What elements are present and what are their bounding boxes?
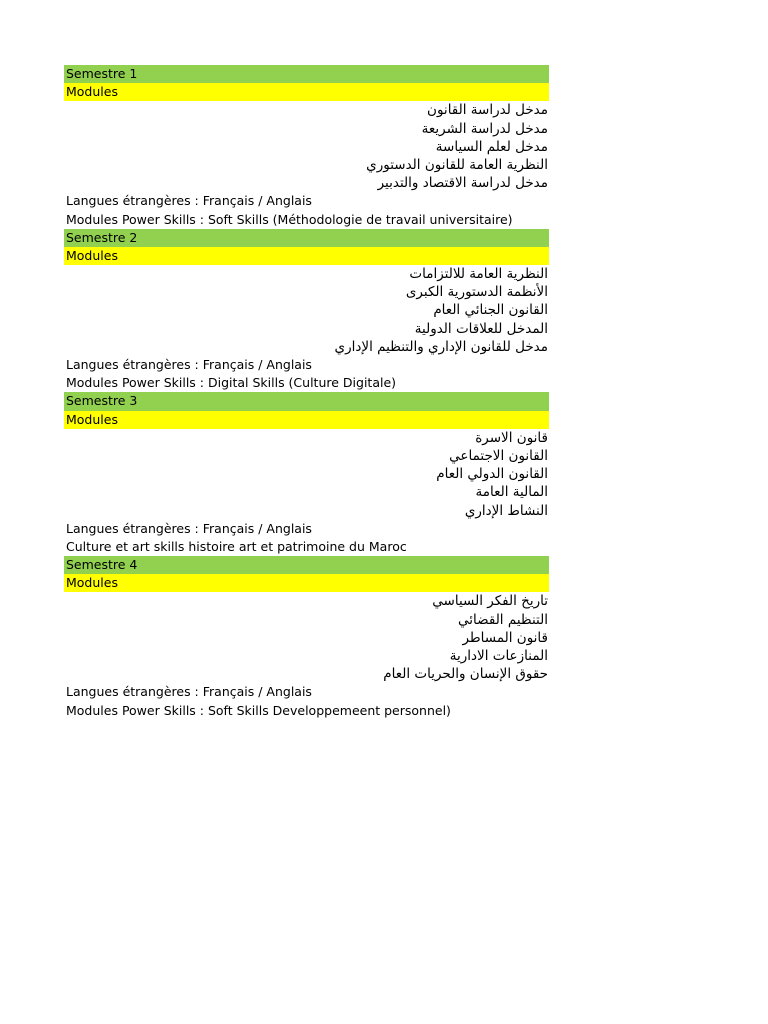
semester-3-modules-label[interactable]: Modules [64, 411, 549, 429]
semester-3-module-1[interactable]: قانون الاسرة [475, 429, 548, 446]
semester-1-modules-label[interactable]: Modules [64, 83, 549, 101]
semester-2-header[interactable]: Semestre 2 [64, 229, 549, 247]
semester-3-module-2[interactable]: القانون الاجتماعي [449, 447, 548, 464]
semester-2-modules-label[interactable]: Modules [64, 247, 549, 265]
semester-4-modules-label[interactable]: Modules [64, 574, 549, 592]
semester-4-power-skills[interactable]: Modules Power Skills : Soft Skills Developpemeent personnel) [66, 702, 451, 718]
semester-3-languages[interactable]: Langues étrangères : Français / Anglais [66, 520, 312, 536]
semester-4-module-1[interactable]: تاريخ الفكر السياسي [432, 593, 548, 610]
semester-2-module-2[interactable]: الأنظمة الدستورية الكبرى [405, 284, 548, 301]
semester-4-module-5[interactable]: حقوق الإنسان والحريات العام [383, 666, 548, 683]
semester-1-module-3[interactable]: مدخل لعلم السياسة [435, 138, 548, 155]
semester-2-languages[interactable]: Langues étrangères : Français / Anglais [66, 357, 312, 372]
semester-4-module-4[interactable]: المنازعات الادارية [449, 648, 548, 664]
semester-2-module-4[interactable]: المدخل للعلاقات الدولية [414, 320, 548, 337]
semester-2-power-skills[interactable]: Modules Power Skills : Digital Skills (Culture Digitale) [66, 375, 397, 391]
semester-3-culture-skills[interactable]: Culture et art skills histoire art et patrimoine du Maroc [66, 538, 407, 554]
semester-3-module-4[interactable]: المالية العامة [475, 484, 548, 501]
semester-2-module-1[interactable]: النظرية العامة للالتزامات [409, 266, 548, 283]
semester-3-module-5[interactable]: النشاط الإداري [464, 502, 548, 519]
semester-3-header[interactable]: Semestre 3 [64, 392, 549, 410]
semester-2-module-5[interactable]: مدخل للقانون الإداري والتنظيم الإداري [334, 338, 548, 355]
semester-4-module-3[interactable]: قانون المساطر [462, 629, 548, 646]
semester-1-header[interactable]: Semestre 1 [64, 65, 549, 83]
semester-1-languages[interactable]: Langues étrangères : Français / Anglais [66, 193, 312, 209]
spreadsheet-area [64, 65, 549, 720]
semester-2-module-3[interactable]: القانون الجنائي العام [433, 302, 548, 319]
semester-4-languages[interactable]: Langues étrangères : Français / Anglais [66, 684, 312, 700]
semester-1-module-4[interactable]: النظرية العامة للقانون الدستوري [366, 156, 548, 173]
semester-3-module-3[interactable]: القانون الدولي العام [436, 466, 548, 483]
semester-1-module-2[interactable]: مدخل لدراسة الشريعة [421, 120, 548, 137]
semester-4-header[interactable]: Semestre 4 [64, 556, 549, 574]
semester-1-power-skills[interactable]: Modules Power Skills : Soft Skills (Méthodologie de travail universitaire) [66, 211, 513, 227]
semester-1-module-5[interactable]: مدخل لدراسة الاقتصاد والتدبير [377, 175, 548, 192]
semester-4-module-2[interactable]: التنظيم القضائي [458, 611, 548, 628]
semester-1-module-1[interactable]: مدخل لدراسة القانون [427, 102, 548, 119]
